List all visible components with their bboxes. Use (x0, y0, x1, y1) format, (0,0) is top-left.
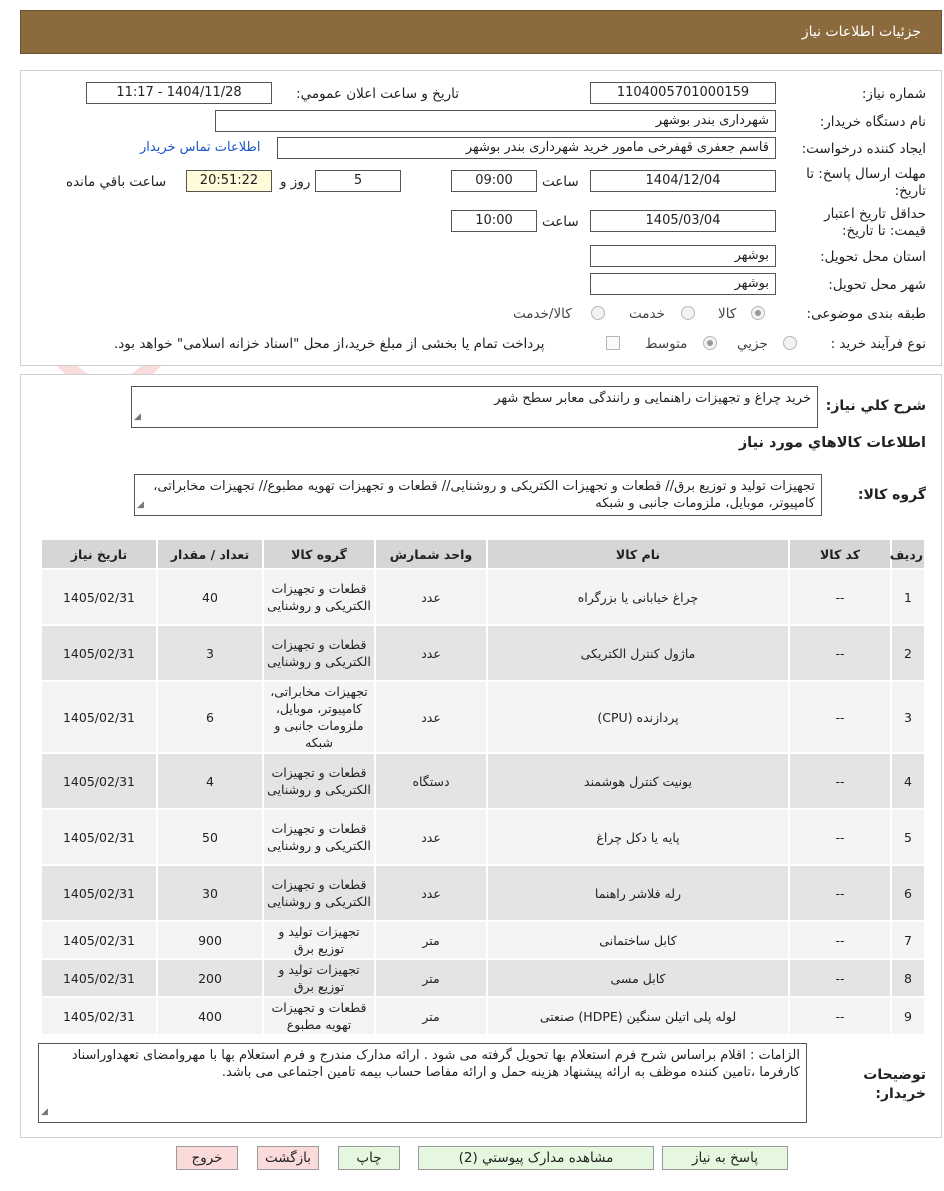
cell-date: 1405/02/31 (41, 681, 157, 753)
cell-group: قطعات و تجهیزات الکتریکی و روشنایی (263, 625, 375, 681)
cell-name: کابل ساختمانی (487, 921, 789, 959)
cell-code: -- (789, 625, 891, 681)
deadline-label: مهلت ارسال پاسخ: تا تاریخ: (806, 166, 926, 199)
category-radio-service[interactable] (681, 306, 695, 320)
buyer-notes-label: توضيحات خريدار: (863, 1067, 926, 1102)
cell-date: 1405/02/31 (41, 921, 157, 959)
cell-unit: متر (375, 959, 487, 997)
category-option-goods: کالا (718, 306, 737, 322)
general-desc-text: خرید چراغ و تجهیزات راهنمایی و رانندگی معابر سطح شهر (494, 391, 811, 406)
cell-name: پردازنده (CPU) (487, 681, 789, 753)
category-radio-goods-service[interactable] (591, 306, 605, 320)
deadline-time-label: ساعت (542, 174, 579, 190)
col-header-row-no: رديف (891, 539, 925, 569)
cell-name: پایه یا دکل چراغ (487, 809, 789, 865)
city-field: بوشهر (590, 273, 776, 295)
cell-row-no: 2 (891, 625, 925, 681)
goods-group-field (134, 474, 822, 516)
cell-qty: 4 (157, 753, 263, 809)
cell-row-no: 6 (891, 865, 925, 921)
resize-grip-icon[interactable]: ◢ (137, 500, 144, 510)
cell-qty: 50 (157, 809, 263, 865)
cell-code: -- (789, 997, 891, 1035)
table-row (41, 997, 925, 1035)
cell-date: 1405/02/31 (41, 959, 157, 997)
col-header-group: گروه کالا (263, 539, 375, 569)
announce-label: تاریخ و ساعت اعلان عمومي: (296, 86, 459, 102)
resize-grip-icon[interactable]: ◢ (41, 1107, 48, 1117)
cell-name: چراغ خیابانی یا بزرگراه (487, 569, 789, 625)
buyer-notes-text: الزامات : اقلام براساس شرح فرم استعلام بها تحویل گرفته می شود . ارائه مدارک مندرج و فرم استعلام بها با مهروامضای تعهداوراسناد کارفرما ،تامین کننده موظف به ارائه پیشنهاد هزینه حمل و ارائه مفاصا حساب بیمه تامین اجتماعی می باشد. (71, 1048, 800, 1080)
buyer-org-label: نام دستگاه خريدار: (819, 114, 926, 130)
process-option-medium: متوسط (645, 336, 688, 352)
general-desc-label: شرح کلي نياز: (825, 398, 926, 414)
cell-row-no: 8 (891, 959, 925, 997)
process-radio-medium[interactable] (703, 336, 717, 350)
process-label: نوع فرآيند خريد : (830, 336, 926, 352)
buyer-contact-link[interactable]: اطلاعات تماس خريدار (140, 140, 261, 155)
cell-date: 1405/02/31 (41, 753, 157, 809)
validity-time-label: ساعت (542, 214, 579, 230)
view-attachments-button[interactable]: مشاهده مدارک پيوستي (2) (418, 1146, 654, 1170)
table-row (41, 681, 925, 753)
cell-name: یونیت کنترل هوشمند (487, 753, 789, 809)
cell-date: 1405/02/31 (41, 865, 157, 921)
buyer-notes-field (38, 1043, 807, 1123)
cell-group: تجهیزات تولید و توزیع برق (263, 921, 375, 959)
cell-code: -- (789, 921, 891, 959)
cell-group: تجهیزات تولید و توزیع برق (263, 959, 375, 997)
cell-name: کابل مسی (487, 959, 789, 997)
cell-group: تجهیزات مخابراتی، کامپیوتر، موبایل، ملزومات جانبی و شبکه (263, 681, 375, 753)
cell-group: قطعات و تجهیزات تهویه مطبوع (263, 997, 375, 1035)
table-row (41, 809, 925, 865)
table-row (41, 625, 925, 681)
validity-label: حداقل تاريخ اعتبار قيمت: تا تاريخ: (824, 206, 926, 239)
cell-name: رله فلاشر راهنما (487, 865, 789, 921)
process-radio-minor[interactable] (783, 336, 797, 350)
category-option-goods-service: کالا/خدمت (513, 306, 572, 322)
remaining-label: ساعت باقي مانده (66, 174, 167, 190)
need-number-field: 1104005701000159 (590, 82, 776, 104)
cell-unit: متر (375, 921, 487, 959)
cell-qty: 6 (157, 681, 263, 753)
table-row (41, 865, 925, 921)
goods-group-text: تجهیزات تولید و توزیع برق// قطعات و تجهیزات الکتریکی و روشنایی// قطعات و تجهیزات تهویه مطبوع// تجهیزات مخابراتی، کامپیوتر، موبایل، ملزومات جانبی و شبکه (153, 479, 815, 511)
creator-label: ايجاد کننده درخواست: (801, 141, 926, 157)
col-header-name: نام کالا (487, 539, 789, 569)
cell-row-no: 9 (891, 997, 925, 1035)
cell-group: قطعات و تجهیزات الکتریکی و روشنایی (263, 569, 375, 625)
reply-button[interactable]: پاسخ به نياز (662, 1146, 788, 1170)
city-label: شهر محل تحويل: (828, 277, 926, 293)
cell-date: 1405/02/31 (41, 997, 157, 1035)
cell-qty: 900 (157, 921, 263, 959)
province-field: بوشهر (590, 245, 776, 267)
remaining-time-field: 20:51:22 (186, 170, 272, 192)
cell-qty: 200 (157, 959, 263, 997)
cell-unit: عدد (375, 809, 487, 865)
col-header-qty: تعداد / مقدار (157, 539, 263, 569)
cell-unit: عدد (375, 865, 487, 921)
goods-table (40, 538, 926, 1036)
cell-row-no: 3 (891, 681, 925, 753)
exit-button[interactable]: خروج (176, 1146, 238, 1170)
goods-group-label: گروه کالا: (857, 487, 926, 503)
cell-unit: متر (375, 997, 487, 1035)
cell-date: 1405/02/31 (41, 809, 157, 865)
general-desc-field (131, 386, 818, 428)
cell-unit: عدد (375, 625, 487, 681)
cell-group: قطعات و تجهیزات الکتریکی و روشنایی (263, 865, 375, 921)
goods-table-header (41, 539, 925, 569)
cell-unit: عدد (375, 681, 487, 753)
cell-unit: دستگاه (375, 753, 487, 809)
cell-code: -- (789, 753, 891, 809)
table-row (41, 569, 925, 625)
province-label: استان محل تحويل: (820, 249, 926, 265)
buyer-org-field: شهرداری بندر بوشهر (215, 110, 776, 132)
back-button[interactable]: بازگشت (257, 1146, 319, 1170)
print-button[interactable]: چاپ (338, 1146, 400, 1170)
cell-date: 1405/02/31 (41, 625, 157, 681)
days-field: 5 (315, 170, 401, 192)
announce-datetime-field: 1404/11/28 - 11:17 (86, 82, 272, 104)
validity-date-field: 1405/03/04 (590, 210, 776, 232)
creator-field: قاسم جعفری قهفرخی مامور خرید شهرداری بندر بوشهر (277, 137, 776, 159)
resize-grip-icon[interactable]: ◢ (134, 412, 141, 422)
table-row (41, 959, 925, 997)
category-label: طبقه بندی موضوعی: (806, 306, 926, 322)
category-option-service: خدمت (629, 306, 665, 322)
process-option-minor: جزيي (737, 336, 768, 352)
table-row (41, 921, 925, 959)
cell-row-no: 7 (891, 921, 925, 959)
cell-code: -- (789, 959, 891, 997)
col-header-unit: واحد شمارش (375, 539, 487, 569)
col-header-date: تاريخ نياز (41, 539, 157, 569)
cell-code: -- (789, 809, 891, 865)
treasury-payment-note: پرداخت تمام يا بخشی از مبلغ خريد،از محل "اسناد خزانه اسلامی" خواهد بود. (114, 336, 545, 352)
days-label: روز و (280, 174, 311, 190)
cell-unit: عدد (375, 569, 487, 625)
cell-qty: 400 (157, 997, 263, 1035)
col-header-code: کد کالا (789, 539, 891, 569)
cell-group: قطعات و تجهیزات الکتریکی و روشنایی (263, 809, 375, 865)
cell-code: -- (789, 569, 891, 625)
validity-time-field: 10:00 (451, 210, 537, 232)
cell-qty: 40 (157, 569, 263, 625)
deadline-date-field: 1404/12/04 (590, 170, 776, 192)
cell-code: -- (789, 865, 891, 921)
cell-row-no: 5 (891, 809, 925, 865)
cell-qty: 3 (157, 625, 263, 681)
cell-row-no: 1 (891, 569, 925, 625)
cell-code: -- (789, 681, 891, 753)
cell-row-no: 4 (891, 753, 925, 809)
cell-name: ماژول کنترل الکتریکی (487, 625, 789, 681)
page-title: جزئیات اطلاعات نیاز (801, 24, 921, 40)
cell-qty: 30 (157, 865, 263, 921)
cell-date: 1405/02/31 (41, 569, 157, 625)
deadline-time-field: 09:00 (451, 170, 537, 192)
cell-group: قطعات و تجهیزات الکتریکی و روشنایی (263, 753, 375, 809)
goods-info-title: اطلاعات کالاهاي مورد نياز (738, 435, 926, 451)
table-row (41, 753, 925, 809)
need-number-label: شماره نیاز: (861, 86, 926, 102)
category-radio-goods[interactable] (751, 306, 765, 320)
cell-name: لوله پلی اتیلن سنگین (HDPE) صنعتی (487, 997, 789, 1035)
treasury-payment-checkbox[interactable] (606, 336, 620, 350)
page-header (20, 10, 942, 54)
